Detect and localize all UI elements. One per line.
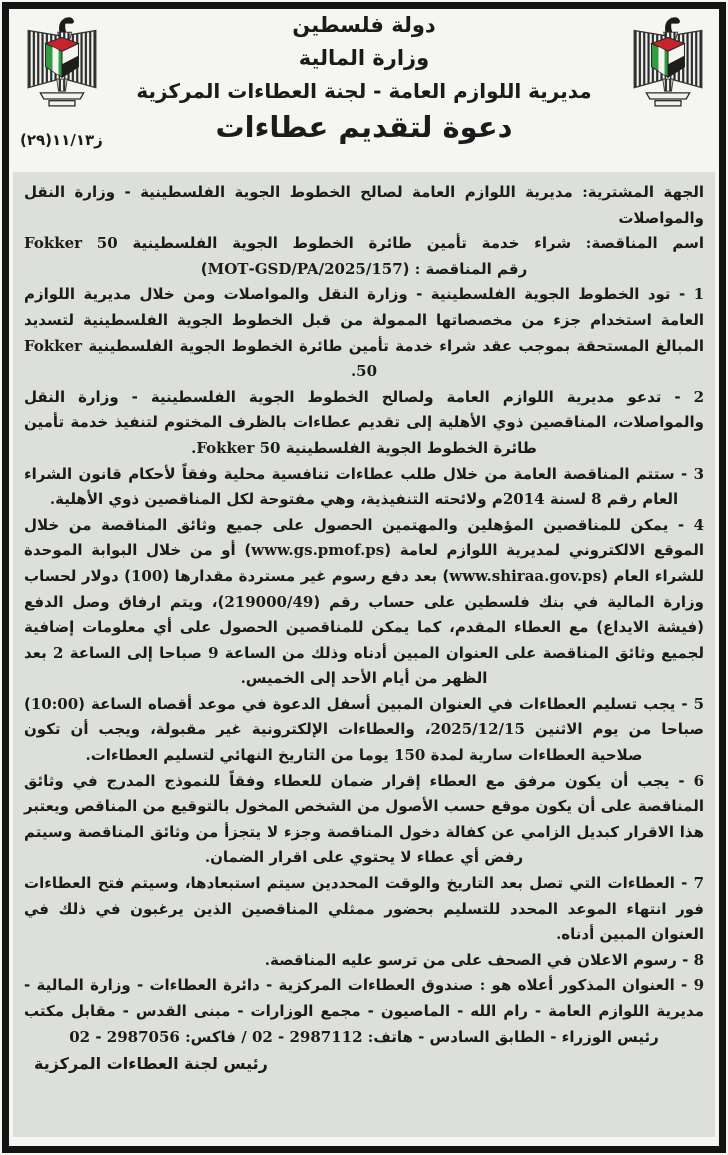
advert-header: [112, 13, 616, 144]
buyer-line: الجهة المشترية: مديرية اللوازم العامة لصالح الخطوط الجوية الفلسطينية - وزارة النقل والمواصلات: [24, 183, 704, 227]
tender-item-4: 4 - يمكن للمناقصين المؤهلين والمهتمين الحصول على جميع وثائق المناقصة من خلال الموقع الالكتروني لمديرية اللوازم لعامة (www.gs.pmof.ps) أو من خلال البوابة الموحدة للشراء العام (www.shiraa.gov.ps) بعد دفع رسوم غير مستردة مقدارها (100) دولار لحساب وزارة المالية في بنك فلسطين على حساب رقم (219000/49)، ويتم ارفاق وصل الدفع (فيشة الايداع) مع العطاء المقدم، كما يمكن للمناقصين الحصول على أي معلومات إضافية لجميع وثائق المناقصة على العنوان المبين أدناه وذلك من الساعة 9 صباحا إلى الساعة 2 بعد الظهر من أيام الأحد إلى الخميس.: [24, 515, 705, 688]
tender-item-9: 9 - العنوان المذكور أعلاه هو : صندوق العطاءات المركزية - دائرة العطاءات - وزارة المالية - مديرية اللوازم العامة - رام الله - الماصيون - مجمع الوزارات - مبنى القدس - مقابل مكتب رئيس الوزراء - الطابق السادس - هاتف: 2987112 - 02 / فاكس: 2987056 - 02: [24, 976, 704, 1046]
tender-item-2: 2 - تدعو مديرية اللوازم العامة ولصالح الخطوط الجوية الفلسطينية - وزارة النقل والمواصلات، المناقصين ذوي الأهلية إلى تقديم عطاءات بالظرف المختوم لتنفيذ خدمة تأمين طائرة الخطوط الجوية الفلسطينية Fokker 50.: [24, 387, 704, 457]
state-name: دولة فلسطين: [292, 13, 436, 37]
tender-item-1: 1 - تود الخطوط الجوية الفلسطينية - وزارة النقل والمواصلات ومن خلال مديرية اللوازم العامة استخدام جزء من مخصصاتها الممولة من قبل الخطوط الجوية الفلسطينية لتسديد المبالغ المستحقة بموجب عقد شراء خدمة تأمين طائرة الخطوط الجوية الفلسطينية Fokker 50.: [24, 285, 704, 381]
palestine-emblem-icon: [629, 11, 707, 115]
tender-item-8: 8 - رسوم الاعلان في الصحف على من ترسو عليه المناقصة.: [264, 950, 704, 969]
tender-item-3: 3 - ستتم المناقصة العامة من خلال طلب عطاءات تنافسية محلية وفقاً لأحكام قانون الشراء العام رقم 8 لسنة 2014م ولائحته التنفيذية، وهي مفتوحة لكل المناقصين ذوي الأهلية.: [24, 464, 704, 509]
directorate-name: مديرية اللوازم العامة - لجنة العطاءات المركزية: [136, 79, 592, 103]
tender-number-line: رقم المناقصة : (MOT-GSD/PA/2025/157): [200, 259, 528, 278]
ministry-name: وزارة المالية: [298, 46, 430, 70]
advert-title: دعوة لتقديم عطاءات: [215, 110, 513, 144]
signature-line: رئيس لجنة العطاءات المركزية: [34, 1054, 268, 1074]
palestine-emblem-icon: [23, 11, 101, 115]
tender-item-6: 6 - يجب أن يكون مرفق مع العطاء إقرار ضمان للعطاء وفقاً للنموذج المدرج في وثائق المناقصة على أن يكون موقع حسب الأصول من الشخص المخول بالتوقيع من المناقص ويعتبر هذا الاقرار كبديل الزامي عن كفالة دخول المناقصة وجزء لا يتجزأ من وثائق المناقصة وسيتم رفض أي عطاء لا يحتوي على اقرار الضمان.: [24, 771, 704, 867]
tender-name-line: اسم المناقصة: شراء خدمة تأمين طائرة الخطوط الجوية الفلسطينية Fokker 50: [24, 234, 704, 253]
tender-item-5: 5 - يجب تسليم العطاءات في العنوان المبين أسفل الدعوة في موعد أقصاه الساعة (10:00) صباحا من يوم الاثنين 2025/12/15، والعطاءات الإلكترونية غير مقبولة، ويجب أن تكون صلاحية العطاءات سارية لمدة 150 يوما من التاريخ النهائي لتسليم العطاءات.: [24, 694, 704, 765]
reference-number: ز١١/١٣(٢٩): [20, 131, 103, 149]
tender-item-7: 7 - العطاءات التي تصل بعد التاريخ والوقت المحددين سيتم استبعادها، وسيتم فتح العطاءات فور انتهاء الموعد المحدد للتسليم بحضور ممثلي المناقصين الذين يرغبون في ذلك في العنوان المبين أدناه.: [24, 874, 704, 944]
tender-body-panel: [13, 172, 715, 1137]
